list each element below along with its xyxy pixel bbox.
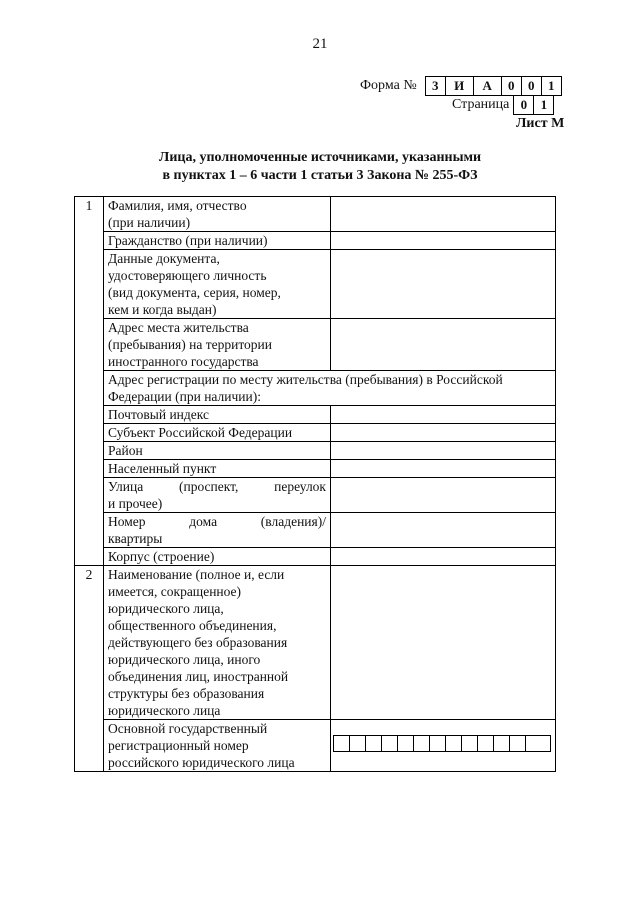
table-row [75, 513, 556, 548]
label-line: общественного объединения, [108, 618, 277, 633]
label-line: (пребывания) на территории [108, 337, 272, 352]
label-line: Наименование (полное и, если [108, 567, 285, 582]
table-row [75, 406, 556, 424]
table-row [75, 566, 556, 720]
ogrn-cells[interactable] [333, 735, 551, 752]
label-ogrn [104, 720, 331, 772]
form-number-row [360, 76, 562, 96]
page-code-cell: 1 [533, 96, 553, 114]
section-number: 2 [75, 566, 104, 772]
table-row [75, 319, 556, 371]
label-line: Основной государственный [108, 721, 268, 736]
form-table [74, 196, 556, 772]
label-line: иностранного государства [108, 354, 259, 369]
table-row [75, 442, 556, 460]
form-code-cell: А [473, 77, 501, 95]
sheet-label: Лист М [516, 116, 565, 131]
label-locality: Населенный пункт [104, 460, 331, 478]
ogrn-cell[interactable] [349, 736, 365, 751]
ogrn-cell[interactable] [493, 736, 509, 751]
table-row [75, 460, 556, 478]
label-line: регистрационный номер [108, 738, 249, 753]
ogrn-cell[interactable] [509, 736, 525, 751]
form-code-cell: 0 [501, 77, 521, 95]
field-fio[interactable] [331, 197, 556, 232]
label-federal-subject: Субъект Российской Федерации [104, 424, 331, 442]
field-street[interactable] [331, 478, 556, 513]
page-code-cell: 0 [520, 97, 528, 112]
field-ogrn[interactable] [331, 720, 556, 772]
form-code-cell: И [445, 77, 473, 95]
label-line: Улица (проспект, переулок [108, 479, 326, 494]
page-label: Страница [452, 97, 510, 112]
label-citizenship: Гражданство (при наличии) [104, 232, 331, 250]
form-code-cells [425, 76, 562, 96]
label-line: юридического лица [108, 703, 221, 718]
page-code-cells [513, 95, 554, 115]
label-line: Федерации (при наличии): [108, 389, 261, 404]
form-code-cell: 3 [431, 78, 439, 93]
label-house [104, 513, 331, 548]
label-line: российского юридического лица [108, 755, 295, 770]
field-organization-name[interactable] [331, 566, 556, 720]
label-line: и прочее) [108, 496, 163, 511]
field-foreign-address[interactable] [331, 319, 556, 371]
table-row [75, 371, 556, 406]
label-organization-name [104, 566, 331, 720]
label-line: Номер дома (владения)/ [108, 514, 326, 529]
document-title [0, 149, 640, 185]
title-line: в пунктах 1 – 6 части 1 статьи 3 Закона № 255-ФЗ [162, 168, 478, 183]
field-building[interactable] [331, 548, 556, 566]
label-street [104, 478, 331, 513]
page-number: 21 [312, 36, 328, 52]
field-locality[interactable] [331, 460, 556, 478]
label-line: Фамилия, имя, отчество [108, 198, 247, 213]
ogrn-cell[interactable] [461, 736, 477, 751]
label-line: (при наличии) [108, 215, 191, 230]
label-line: квартиры [108, 531, 163, 546]
ogrn-cell[interactable] [413, 736, 429, 751]
ogrn-cell[interactable] [334, 736, 349, 751]
label-district: Район [104, 442, 331, 460]
section-number: 1 [75, 197, 104, 566]
label-line: имеется, сокращенное) [108, 584, 242, 599]
label-identity-document [104, 250, 331, 319]
table-row [75, 478, 556, 513]
label-foreign-address [104, 319, 331, 371]
label-line: Данные документа, [108, 251, 220, 266]
ogrn-cell[interactable] [477, 736, 493, 751]
table-row [75, 424, 556, 442]
field-identity-document[interactable] [331, 250, 556, 319]
label-line: (вид документа, серия, номер, [108, 285, 281, 300]
label-line: Адрес регистрации по месту жительства (пребывания) в Российской [108, 372, 503, 387]
form-code-cell: 0 [521, 77, 541, 95]
label-line: Адрес места жительства [108, 320, 249, 335]
table-row [75, 720, 556, 772]
field-federal-subject[interactable] [331, 424, 556, 442]
table-row [75, 250, 556, 319]
label-building: Корпус (строение) [104, 548, 331, 566]
label-postal-code: Почтовый индекс [104, 406, 331, 424]
ogrn-cell[interactable] [525, 736, 541, 751]
ogrn-cell[interactable] [381, 736, 397, 751]
field-citizenship[interactable] [331, 232, 556, 250]
label-line: удостоверяющего личность [108, 268, 267, 283]
label-ru-address-header [104, 371, 556, 406]
form-code-cell: 1 [541, 77, 561, 95]
label-line: юридического лица, [108, 601, 224, 616]
page-code-row [452, 95, 554, 115]
field-district[interactable] [331, 442, 556, 460]
table-row [75, 232, 556, 250]
table-row [75, 548, 556, 566]
field-house[interactable] [331, 513, 556, 548]
ogrn-cell[interactable] [397, 736, 413, 751]
label-line: действующего без образования [108, 635, 288, 650]
table-row [75, 197, 556, 232]
form-label: Форма № [360, 78, 417, 93]
title-line: Лица, уполномоченные источниками, указанными [158, 150, 482, 165]
label-line: структуры без образования [108, 686, 265, 701]
label-fio [104, 197, 331, 232]
ogrn-cell[interactable] [365, 736, 381, 751]
field-postal-code[interactable] [331, 406, 556, 424]
label-line: юридического лица, иного [108, 652, 261, 667]
ogrn-cell[interactable] [445, 736, 461, 751]
label-line: кем и когда выдан) [108, 302, 217, 317]
label-line: объединения лиц, иностранной [108, 669, 289, 684]
ogrn-cell[interactable] [429, 736, 445, 751]
